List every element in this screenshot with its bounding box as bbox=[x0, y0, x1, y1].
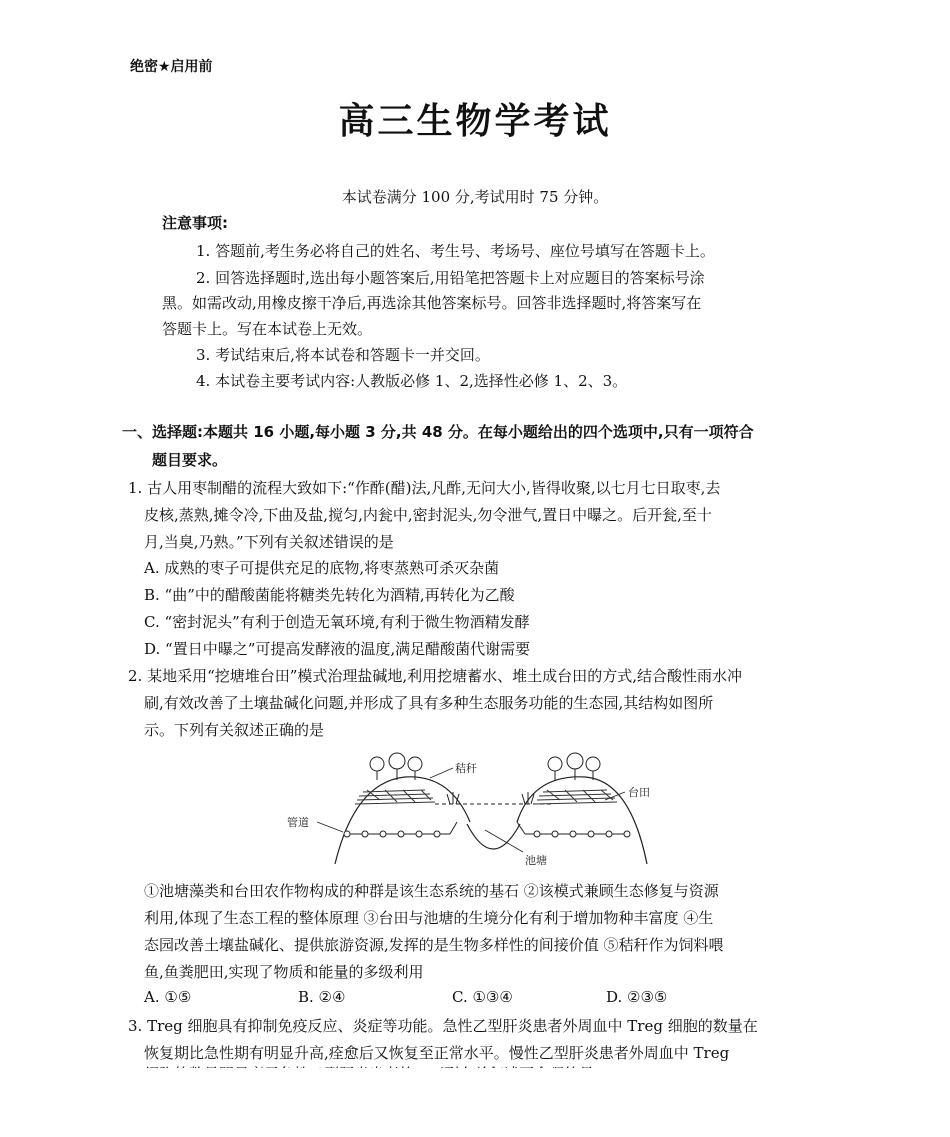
notice-line: 3. 考试结束后,将本试卷和答题卡一并交回。 bbox=[196, 346, 490, 364]
q3-stem: 3. Treg 细胞具有抑制免疫反应、炎症等功能。急性乙型肝炎患者外周血中 Treg 细胞的数量在 bbox=[128, 1017, 758, 1035]
notice-line: 答题卡上。写在本试卷上无效。 bbox=[162, 320, 373, 338]
q2-statement: 态园改善土壤盐碱化、提供旅游资源,发挥的是生物多样性的间接价值 ⑤秸秆作为饲料喂 bbox=[144, 936, 724, 954]
q1-stem: 皮核,蒸熟,摊令冷,下曲及盐,搅匀,内瓮中,密封泥头,勿令泄气,置日中曝之。后开瓮,至十 bbox=[144, 506, 712, 524]
section-heading: 一、选择题:本题共 16 小题,每小题 3 分,共 48 分。在每小题给出的四个选项中,只有一项符合 bbox=[122, 423, 754, 441]
q1-option-a: A. 成熟的枣子可提供充足的底物,将枣蒸熟可杀灭杂菌 bbox=[144, 559, 500, 577]
q2-stem: 刷,有效改善了土壤盐碱化问题,并形成了具有多种生态服务功能的生态园,其结构如图所 bbox=[144, 694, 714, 712]
q2-statement: 鱼,鱼粪肥田,实现了物质和能量的多级利用 bbox=[144, 963, 424, 981]
q1-option-d: D. “置日中曝之”可提高发酵液的温度,满足醋酸菌代谢需要 bbox=[144, 640, 531, 658]
q3-stem: 恢复期比急性期有明显升高,痊愈后又恢复至正常水平。慢性乙型肝炎患者外周血中 Treg bbox=[144, 1044, 730, 1062]
notice-heading: 注意事项: bbox=[162, 214, 228, 232]
q2-statement: 利用,体现了生态工程的整体原理 ③台田与池塘的生境分化有利于增加物种丰富度 ④生 bbox=[144, 909, 714, 927]
q1-stem: 月,当臭,乃熟。”下列有关叙述错误的是 bbox=[144, 533, 394, 551]
exam-title: 高三生物学考试 bbox=[338, 101, 612, 142]
exam-subtitle: 本试卷满分 100 分,考试用时 75 分钟。 bbox=[341, 188, 609, 206]
q2-option-d: D. ②③⑤ bbox=[606, 988, 668, 1006]
q2-stem: 示。下列有关叙述正确的是 bbox=[144, 721, 325, 739]
q2-option-c: C. ①③④ bbox=[452, 988, 513, 1006]
q2-stem: 2. 某地采用“挖塘堆台田”模式治理盐碱地,利用挖塘蓄水、堆土成台田的方式,结合酸性雨水冲 bbox=[128, 667, 742, 685]
q1-stem: 1. 古人用枣制醋的流程大致如下:“作酢(醋)法,凡酢,无问大小,皆得收聚,以七月七日取枣,去 bbox=[128, 479, 721, 497]
q1-option-c: C. “密封泥头”有利于创造无氧环境,有利于微生物酒精发酵 bbox=[144, 613, 530, 631]
q2-statement: ①池塘藻类和台田农作物构成的种群是该生态系统的基石 ②该模式兼顾生态修复与资源 bbox=[144, 882, 719, 900]
notice-line: 2. 回答选择题时,选出每小题答案后,用铅笔把答题卡上对应题目的答案标号涂 bbox=[196, 269, 705, 287]
pond-platform-diagram bbox=[285, 752, 665, 870]
label-pond: 池塘 bbox=[525, 854, 547, 867]
notice-line: 1. 答题前,考生务必将自己的姓名、考生号、考场号、座位号填写在答题卡上。 bbox=[196, 242, 715, 260]
label-platform: 台田 bbox=[628, 786, 650, 799]
q1-option-b: B. “曲”中的醋酸菌能将糖类先转化为酒精,再转化为乙酸 bbox=[144, 586, 515, 604]
section-heading-cont: 题目要求。 bbox=[152, 451, 228, 469]
notice-line: 黑。如需改动,用橡皮擦干净后,再选涂其他答案标号。回答非选择题时,将答案写在 bbox=[162, 294, 702, 312]
label-pipe: 管道 bbox=[287, 816, 309, 829]
page-cutoff bbox=[0, 1068, 950, 1137]
q2-option-a: A. ①⑤ bbox=[144, 988, 192, 1006]
q2-option-b: B. ②④ bbox=[298, 988, 346, 1006]
confidential-label: 绝密★启用前 bbox=[130, 59, 213, 75]
label-straw: 秸秆 bbox=[455, 762, 477, 775]
notice-line: 4. 本试卷主要考试内容:人教版必修 1、2,选择性必修 1、2、3。 bbox=[196, 372, 628, 390]
